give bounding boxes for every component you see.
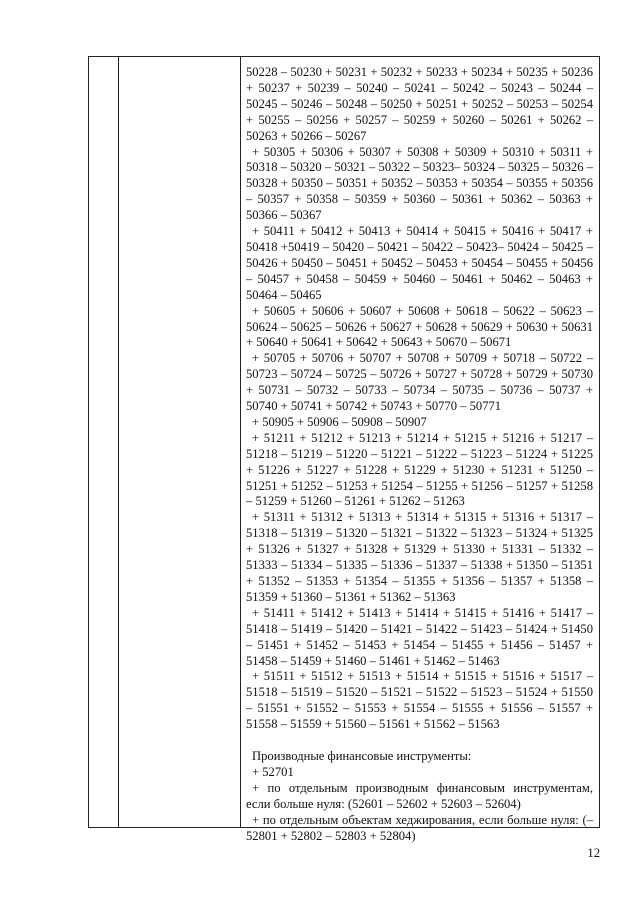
derivatives-line-1: + 52701 bbox=[252, 764, 294, 779]
formula-table bbox=[88, 56, 600, 843]
formula-paragraph-5: + 50705 + 50706 + 50707 + 50708 + 50709 + 50718 – 50722 – 50723 – 50724 – 50725 – 50726 + 50727 + 50728 + 50729 + 50730 + 50731 – 50732 – 50733 – 50734 – 50735 – 50736 – 50737 + 50740 + 50741 + 50742 + 50743 + 50770 – 50771 bbox=[246, 351, 593, 414]
derivatives-line-3: + по отдельным объектам хеджирования, если больше нуля: (– 52801 + 52802 – 52803 + 52804) bbox=[246, 812, 593, 843]
formula-paragraph-3: + 50411 + 50412 + 50413 + 50414 + 50415 + 50416 + 50417 + 50418 +50419 – 50420 – 50421 – 50422 – 50423– 50424 – 50425 – 50426 + 50450 – 50451 + 50452 – 50453 + 50454 – 50455 + 50456 – 50457 + 50458 – 50459 + 50460 – 50461 + 50462 – 50463 + 50464 – 50465 bbox=[246, 224, 593, 302]
page-number: 12 bbox=[587, 846, 600, 860]
formula-paragraph-1: 50228 – 50230 + 50231 + 50232 + 50233 + 50234 + 50235 + 50236 + 50237 + 50239 – 50240 – 50241 – 50242 – 50243 – 50244 – 50245 – 50246 – 50248 – 50250 + 50251 + 50252 – 50253 – 50254 + 50255 – 50256 + 50257 – 50259 + 50260 – 50261 + 50262 – 50263 + 50266 – 50267 bbox=[246, 65, 593, 143]
formula-paragraph-2: + 50305 + 50306 + 50307 + 50308 + 50309 + 50310 + 50311 + 50318 – 50320 – 50321 – 50322 – 50323– 50324 – 50325 – 50326 – 50328 + 50350 – 50351 + 50352 – 50353 + 50354 – 50355 + 50356 – 50357 + 50358 – 50359 + 50360 – 50361 + 50362 – 50363 + 50366 – 50367 bbox=[246, 144, 593, 223]
formula-cell bbox=[246, 65, 593, 845]
column-divider-2 bbox=[240, 57, 241, 827]
formula-paragraph-9: + 51411 + 51412 + 51413 + 51414 + 51415 + 51416 + 51417 – 51418 – 51419 – 51420 – 51421 – 51422 – 51423 – 51424 + 51450 – 51451 + 51452 – 51453 + 51454 – 51455 + 51456 – 51457 + 51458 – 51459 + 51460 – 51461 + 51462 – 51463 bbox=[246, 605, 593, 668]
derivatives-line-2: + по отдельным производным финансовым инструментам, если больше нуля: (52601 – 52602 + 52603 – 52604) bbox=[246, 780, 593, 811]
section-spacer bbox=[246, 733, 593, 749]
formula-paragraph-4: + 50605 + 50606 + 50607 + 50608 + 50618 – 50622 – 50623 – 50624 – 50625 – 50626 + 50627 + 50628 + 50629 + 50630 + 50631 + 50640 + 50641 + 50642 + 50643 + 50670 – 50671 bbox=[246, 303, 593, 350]
formula-paragraph-8: + 51311 + 51312 + 51313 + 51314 + 51315 + 51316 + 51317 – 51318 – 51319 – 51320 – 51321 – 51322 – 51323 – 51324 + 51325 + 51326 + 51327 + 51328 + 51329 + 51330 + 51331 – 51332 – 51333 – 51334 – 51335 – 51336 – 51337 – 51338 + 51350 – 51351 + 51352 – 51353 + 51354 – 51355 + 51356 – 51357 + 51358 – 51359 + 51360 – 51361 + 51362 – 51363 bbox=[246, 510, 593, 604]
formula-paragraph-7: + 51211 + 51212 + 51213 + 51214 + 51215 + 51216 + 51217 – 51218 – 51219 – 51220 – 51221 – 51222 – 51223 – 51224 + 51225 + 51226 + 51227 + 51228 + 51229 + 51230 + 51231 + 51250 – 51251 + 51252 – 51253 + 51254 – 51255 + 51256 – 51257 + 51258 – 51259 + 51260 – 51261 + 51262 – 51263 bbox=[246, 430, 593, 509]
formula-paragraph-6: + 50905 + 50906 – 50908 – 50907 bbox=[252, 414, 427, 429]
derivatives-heading: Производные финансовые инструменты: bbox=[252, 749, 472, 764]
formula-paragraph-10: + 51511 + 51512 + 51513 + 51514 + 51515 + 51516 + 51517 – 51518 – 51519 – 51520 – 51521 – 51522 – 51523 – 51524 + 51550 – 51551 + 51552 – 51553 + 51554 – 51555 + 51556 – 51557 + 51558 – 51559 + 51560 – 51561 + 51562 – 51563 bbox=[246, 669, 593, 732]
column-divider-1 bbox=[118, 57, 119, 827]
